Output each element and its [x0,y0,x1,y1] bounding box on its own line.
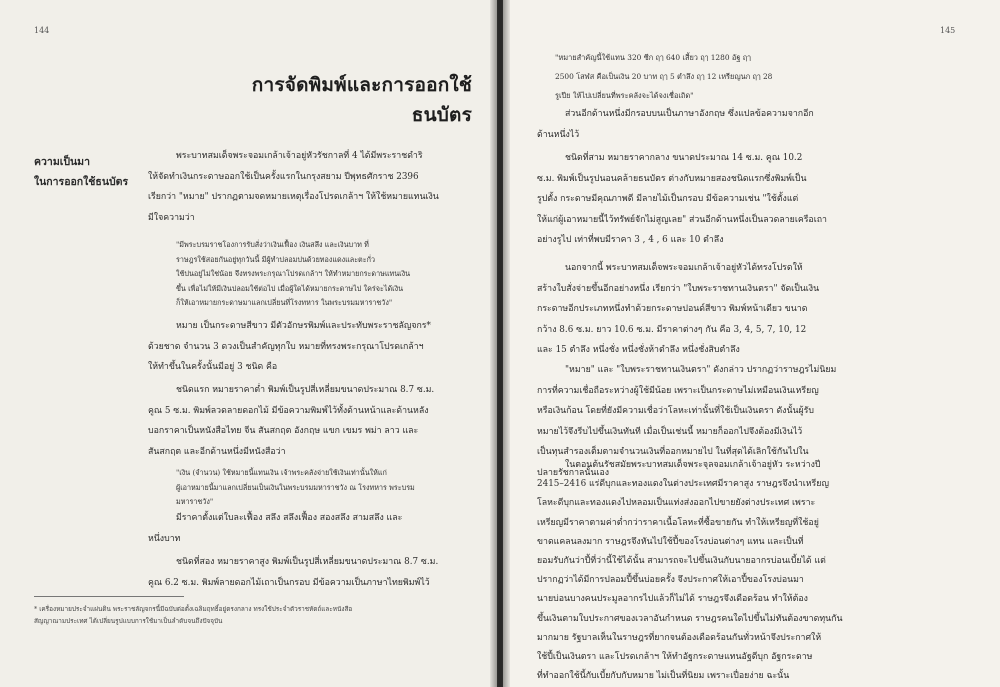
text-line: หมาย เป็นกระดาษสีขาว มีตัวอักษรพิมพ์และประทับพระราชลัญจกร* [176,321,431,331]
side-heading-line: ความเป็นมา [34,156,90,168]
chapter-title: การจัดพิมพ์และการออกใช้ธนบัตร [251,74,472,126]
paragraph [537,258,819,361]
text-line: หมายไว้จึงรีบไปขึ้นเงินทันที เมื่อเป็นเช่นนี้ หมายก็ออกไปจึงต้องมีเงินไว้ [537,426,803,437]
text-line: มากมาย รัฐบาลเห็นในราษฎรที่ยากจนต้องเดือดร้อนกันทั่วหน้าจึงประกาศให้ [537,632,822,643]
text-line: ด้วยชาด จำนวน 3 ดวงเป็นสำคัญทุกใบ หมายที่ทรงพระกรุณาโปรดเกล้าฯ [148,341,424,352]
paragraph [537,148,827,251]
text-line: ปลายรัชกาลนั้นเอง [537,467,610,478]
quote-line: ก็ให้เอาหมายกระดาษมาแลกเปลี่ยนที่โรงทหาร ในพระบรมมหาราชวัง" [176,298,393,307]
text-line: ใช้ปี้เป็นเงินตรา และโปรดเกล้าฯ ให้ทำอัฐกระดาษแทนอัฐดีบุก อัฐกระดาษ [537,652,813,663]
text-line: โลหะดีบุกและทองแดงไปหลอมเป็นแท่งส่งออกไปขายยังต่างประเทศ เพราะ [537,498,816,509]
text-line: ให้ทำขึ้นในครั้งนั้นมีอยู่ 3 ชนิด คือ [148,362,278,372]
text-line: 2415–2416 แร่ดีบุกและทองแดงในต่างประเทศมีราคาสูง ราษฎรจึงนำเหรียญ [537,479,829,490]
text-line: กระดาษอีกประเภทหนึ่งทำด้วยกระดาษปอนด์สีขาว พิมพ์หน้าเดียว ขนาด [537,304,808,314]
text-line: ในตอนต้นรัชสมัยพระบาทสมเด็จพระจุลจอมเกล้าเจ้าอยู่หัว ระหว่างปี [565,460,821,470]
quote-line: มหาราชวัง" [176,497,214,506]
text-line: ชนิดที่สาม หมายราคากลาง ขนาดประมาณ 14 ซ.ม. คูณ 10.2 [565,153,803,163]
quote-line: ผู้เอาหมายนี้มาแลกเปลี่ยนเป็นเงินในพระบรมมหาราชวัง ณ โรงทหาร พระบรม [176,482,415,492]
paragraph [148,380,434,462]
block-quote [176,466,415,510]
text-line: อย่างรูไป เท่าที่พบมีราคา 3 , 4 , 6 และ 10 ตำลึง [537,235,724,245]
book-gutter [490,0,510,687]
text-line: การที่ความเชื่อถือระหว่างผู้ใช้มีน้อย เพราะเป็นกระดาษไม่เหมือนเงินเหรียญ [537,385,819,396]
side-heading [34,152,154,192]
quote-line: "หมายสำคัญนี้ใช้แทน 320 ซีก ฤๅ 640 เสี้ยว ฤๅ 1280 อัฐ ฤๅ [555,53,751,62]
paragraph [537,456,843,686]
text-line: ยอมรับกันว่าปี้ที่ว่านี้ใช้ได้นั้น สามารถจะไปขึ้นเงินกับนายอากรบ่อนเบี้ยได้ แต่ [537,556,826,567]
side-heading-line: ในการออกใช้ธนบัตร [34,176,129,188]
text-line: ให้จัดทำเงินกระดาษออกใช้เป็นครั้งแรกในกรุงสยาม ปีพุทธศักราช 2396 [148,171,419,182]
right-page [503,0,1000,687]
block-quote [176,238,410,311]
paragraph [148,508,402,549]
text-line: นอกจากนี้ พระบาทสมเด็จพระจอมเกล้าเจ้าอยู่หัวได้ทรงโปรดให้ [565,263,803,273]
text-line: คูณ 6.2 ซ.ม. พิมพ์ลายดอกไม้เถาเป็นกรอบ มีข้อความเป็นภาษาไทยพิมพ์ไว้ [148,577,430,588]
text-line: บอกราคาเป็นหนังสือไทย จีน สันสกฤต อังกฤษ แขก เขมร พม่า ลาว และ [148,426,419,436]
text-line: เป็นทุนสำรองเต็มตามจำนวนเงินที่ออกหมายไป ในที่สุดได้เลิกใช้กันไปใน [537,447,809,457]
left-page [0,0,497,687]
text-line: ที่ทำออกใช้นี้กับเบี้ยกับกับหมาย ไม่เป็นที่นิยม เพราะเปื่อยง่าย ฉะนั้น [537,671,790,682]
text-line: ชนิดที่สอง หมายราคาสูง พิมพ์เป็นรูปสี่เหลี่ยมขนาดประมาณ 8.7 ซ.ม. [176,557,439,567]
quote-line: รูเปีย ให้ไปเปลี่ยนที่พระคลังจะได้จงเชื่อเถิด" [555,91,694,100]
text-line: ปรากฏว่าได้มีการปลอมปี้ขึ้นบ่อยครั้ง จึงประกาศให้เอาปี้ของโรงบ่อนมา [537,575,804,586]
footnote-divider [34,596,184,597]
text-line: สร้างใบสั่งจ่ายขึ้นอีกอย่างหนึ่ง เรียกว่า "ใบพระราชทานเงินตรา" จัดเป็นเงิน [537,283,820,294]
intro-paragraph [148,146,439,228]
text-line: ส่วนอีกด้านหนึ่งมีกรอบบนเป็นภาษาอังกฤษ ซึ่งแปลข้อความจากอีก [565,109,814,119]
paragraph [537,104,814,145]
text-line: นายบ่อนบางคนประมูลอากรไปแล้วก็ไม่ได้ ราษฎรจึงเดือดร้อน ทำให้ต้อง [537,594,808,605]
text-line: ชนิดแรก หมายราคาต่ำ พิมพ์เป็นรูปสี่เหลี่ยมขนาดประมาณ 8.7 ซ.ม. [176,385,435,395]
text-line: หรือเงินก้อน โดยที่ยังมีความเชื่อว่าโลหะเท่านั้นที่ใช้เป็นเงินตรา ดังนั้นผู้รับ [537,406,814,416]
block-quote [555,48,772,105]
quote-line: "เงิน (จำนวน) ใช้หมายนี้แทนเงิน เจ้าพระคลังจ่ายใช้เงินเท่านั้นให้แก่ [176,468,387,477]
text-line: "หมาย" และ "ใบพระราชทานเงินตรา" ดังกล่าว ปรากฏว่าราษฎรไม่นิยม [565,365,837,375]
quote-line: ขึ้น เพื่อไม่ให้มีเงินปลอมใช้ต่อไป เมื่อผู้ใดได้หมายกระดาษไป ใคร่จะได้เงิน [176,283,403,293]
footnote-line: สัญญาณามประเทศ ได้เปลี่ยนรูปแบบการใช้มาเป็นลำดับจนถึงปัจจุบัน [34,617,223,625]
quote-line: ราษฎรใช้สอยกันอยู่ทุกวันนี้ มีผู้ทำปลอมปนด้วยทองแดงและตะกั่ว [176,254,375,264]
text-line: ซ.ม. พิมพ์เป็นรูปนอนคล้ายธนบัตร ต่างกับหมายสองชนิดแรกซึ่งพิมพ์เป็น [537,173,807,184]
paragraph [148,316,431,378]
text-line: ขาดแคลนลงมาก ราษฎรจึงหันไปใช้ปี้ของโรงบ่อนต่างๆ แทน และเป็นที่ [537,536,804,547]
page-number: 145 [940,26,956,35]
text-line: มีราคาตั้งแต่ใบละเฟื้อง สลึง สลึงเฟื้อง สองสลึง สามสลึง และ [176,513,403,523]
text-line: และ 15 ตำลึง หนึ่งชั่ง หนึ่งชั่งห้าตำลึง หนึ่งชั่งสิบตำลึง [537,345,740,355]
paragraph [148,552,438,593]
footnote [34,603,352,627]
text-line: หนึ่งบาท [148,533,181,544]
text-line: ให้แก่ผู้เอาหมายนี้ไว้ทรัพย์จักไม่สูญเลย" ส่วนอีกด้านหนึ่งเป็นลวดลายเครือเถา [537,214,827,225]
text-line: คูณ 5 ซ.ม. พิมพ์ลวดลายดอกไม้ มีข้อความพิมพ์ไว้ทั้งด้านหน้าและด้านหลัง [148,405,429,416]
text-line: พระบาทสมเด็จพระจอมเกล้าเจ้าอยู่หัวรัชกาลที่ 4 ได้มีพระราชดำริ [176,151,423,161]
text-line: มีใจความว่า [148,212,195,223]
text-line: รูปตั้ง กระดาษมีคุณภาพดี มีลายไม้เป็นกรอบ มีข้อความเช่น "ใช้ตั้งแต่ [537,194,799,204]
page-number: 144 [34,26,50,35]
text-line: ด้านหนึ่งไว้ [537,129,580,140]
text-line: เหรียญมีราคาตามค่าต่ำกว่าราคาเนื้อโลหะที่ซื้อขายกัน ทำให้เหรียญที่ใช้อยู่ [537,517,819,528]
quote-line: ใช้ปนอยู่ไม่ใช่น้อย จึงทรงพระกรุณาโปรดเกล้าฯ ให้ทำหมายกระดาษแทนเงิน [176,269,411,278]
quote-line: 2500 โสฬส คือเป็นเงิน 20 บาท ฤๅ 5 ตำลึง ฤๅ 12 เหรียญนก ฤๅ 28 [555,72,773,81]
text-line: กว้าง 8.6 ซ.ม. ยาว 10.6 ซ.ม. มีราคาต่างๆ กัน คือ 3, 4, 5, 7, 10, 12 [537,324,807,335]
text-line: เรียกว่า "หมาย" ปรากฏตามจดหมายเหตุเรื่องโปรดเกล้าฯ ให้ใช้หมายแทนเงิน [148,192,439,202]
quote-line: "มีพระบรมราชโองการรับสั่งว่าเงินเฟื้อง เงินสลึง และเงินบาท ที่ [176,240,369,249]
text-line: สันสกฤต และอีกด้านหนึ่งมีหนังสือว่า [148,446,286,457]
text-line: ขึ้นเงินตามใบประกาศของเวลาอันกำหนด ราษฎรคนใดไปขึ้นไม่ทันต้องขาดทุนกัน [537,613,843,624]
footnote-line: * เครื่องหมายประจำแผ่นดิน พระราชลัญจกรนี้มีฉบับต่อตั้งเฉลิมฤทธิ์อยู่ตรงกลาง ทรงใช้ประจำตัวราชหัตถ์และหนังสือ [34,605,353,613]
